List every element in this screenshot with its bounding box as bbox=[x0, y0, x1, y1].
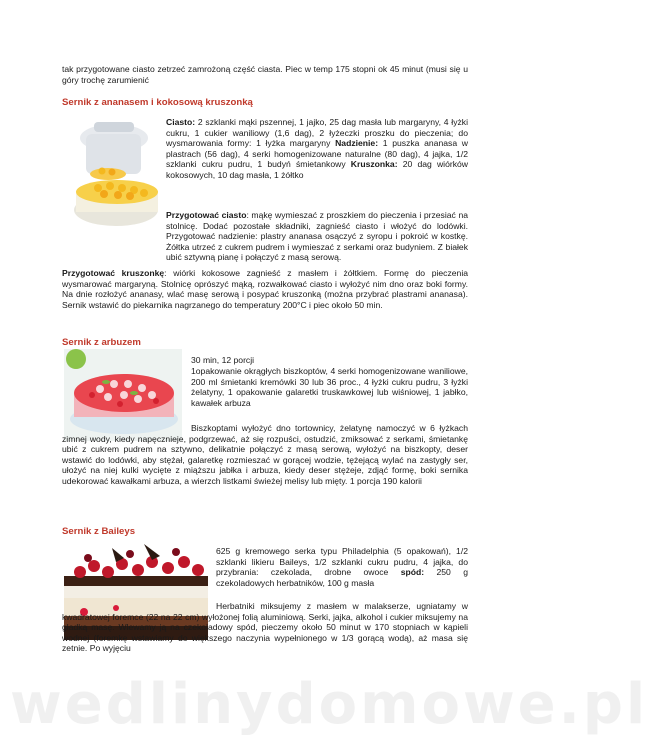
recipe3-ingredients-text: 625 g kremowego serka typu Philadelphia (5 opakowań), 1/2 szklanki likieru Baileys, 1/2 szklanki cukru pudru, 4 jajka, do przybrania: czekolada, drobne owoce bbox=[216, 546, 468, 578]
crumble-label: Kruszonka: bbox=[350, 159, 398, 170]
recipe2-meta: 30 min, 12 porcji bbox=[191, 355, 255, 365]
recipe-title-watermelon: Sernik z arbuzem bbox=[62, 337, 141, 348]
recipe-title-pineapple: Sernik z ananasem i kokosową kruszonką bbox=[62, 97, 253, 108]
prep-dough-text: : mąkę wymieszać z proszkiem do pieczenia i przesiać na stolnicę. Dodać pozostałe składniki, zagnieść ciasto i włożyć do lodówki. Przygotować nadzienie: plastry ananasa osączyć z syropu i pokroić w kostkę. Żółtka utrzeć z cukrem pudrem i wymieszać z serkami oraz budyniem. Z białek ubić sztywną pianę i połączyć z masą serową. bbox=[166, 210, 468, 263]
recipe1-crumble-method bbox=[62, 268, 468, 310]
recipe3-method: Herbatniki miksujemy z masłem w malakserze, ugniatamy w kwadratowej foremce (22 na 22 cm) wyłożonej folią aluminiową. Serki, jajka, alkohol i cukier miksujemy na gładką masę. Wlewamy ją na czekoladowy spód, pieczemy około 50 minut w 170 stopniach w kąpieli wodnej (foremkę wstawiamy do większego naczynia wypełnionego w 1/3 gorącą wodą), aż masa się zetnie. Po wyjęciu bbox=[62, 601, 468, 654]
recipe3-ingredients bbox=[216, 546, 468, 588]
recipe3-bottom-text: 250 g czekoladowych herbatników, 100 g masła bbox=[216, 567, 468, 588]
recipe-title-baileys: Sernik z Baileys bbox=[62, 526, 136, 537]
recipe2-ingredients: 1opakowanie okrągłych biszkoptów, 4 serki homogenizowane waniliowe, 200 ml śmietanki kremówki 30 lub 36 proc., 4 łyżki cukru pudru, 3 łyżki żelatyny, 1 opakowanie galaretki truskawkowej lub wiśniowej, 1 jabłko, kawałek arbuza bbox=[191, 366, 468, 408]
recipe1-method bbox=[166, 210, 468, 263]
filling-text: 1 puszka ananasa w plastrach (56 dag), 4 serki homogenizowane naturalne (80 dag), 4 jajka, 1/2 szklanki cukru pudru, 1 budyń śmietankowy bbox=[166, 138, 468, 170]
dough-text: 2 szklanki mąki pszennej, 1 jajko, 25 dag masła lub margaryny, 4 łyżki cukru, 1 cukier waniliowy (1,6 dag), 2 łyżeczki proszku do pieczenia; do wysmarowania formy: 1 łyżka margaryny bbox=[166, 117, 468, 149]
prep-dough-label: Przygotować ciasto bbox=[166, 210, 247, 220]
recipe1-ingredients bbox=[166, 117, 468, 181]
pineapple-cheesecake-photo bbox=[64, 114, 161, 234]
intro-paragraph: tak przygotowane ciasto zetrzeć zamrożoną część ciasta. Piec w temp 175 stopni ok 45 minut (musi się u góry trochę zarumienić bbox=[62, 64, 468, 85]
site-watermark: wedlinydomowe.pl bbox=[10, 672, 648, 737]
filling-label: Nadzienie: bbox=[335, 138, 379, 149]
crumble-text: 20 dag wiórków kokosowych, 10 dag masła, 1 żółtko bbox=[166, 159, 468, 180]
prep-crumble-label: Przygotować kruszonkę bbox=[62, 268, 165, 278]
dough-label: Ciasto: bbox=[166, 117, 196, 127]
prep-crumble-text: : wiórki kokosowe zagnieść z masłem i żółtkiem. Formę do pieczenia wysmarować margaryną. Stolnicę oprószyć mąką, rozwałkować ciasto i wyłożyć nim dno oraz boki formy. Na dnie rozłożyć ananasy, wlać masę serową i posypać kruszonką (można przybrać plastrami ananasa). Sernik wstawić do piekarnika nagrzanego do temperatury 200°C i piec około 50 min. bbox=[62, 268, 469, 310]
recipe2-method: Biszkoptami wyłożyć dno tortownicy, żelatynę namoczyć w 6 łyżkach zimnej wody, kiedy napęcznieje, podgrzewać, aż się rozpuści, ostudzić, zmiksować z serkami, śmietankę ubić z cukrem pudrem na sztywno, delikatnie połączyć z masą serową, wyłożyć na biszkopty, deser wstawić do lodówki, aby stężał, galaretkę rozmieszać w gorącej wodzie, tężejącą wylać na zastygły ser, ułożyć na niej kulki wycięte z miąższu jabłka i arbuza, kiedy deser stężeje, zdjąć formę, boki sernika udekorować kawałkami arbuza, a wierzch listkami świeżej melisy lub mięty. 1 porcja 190 kalorii bbox=[62, 423, 468, 486]
bottom-label: spód: bbox=[400, 567, 425, 578]
